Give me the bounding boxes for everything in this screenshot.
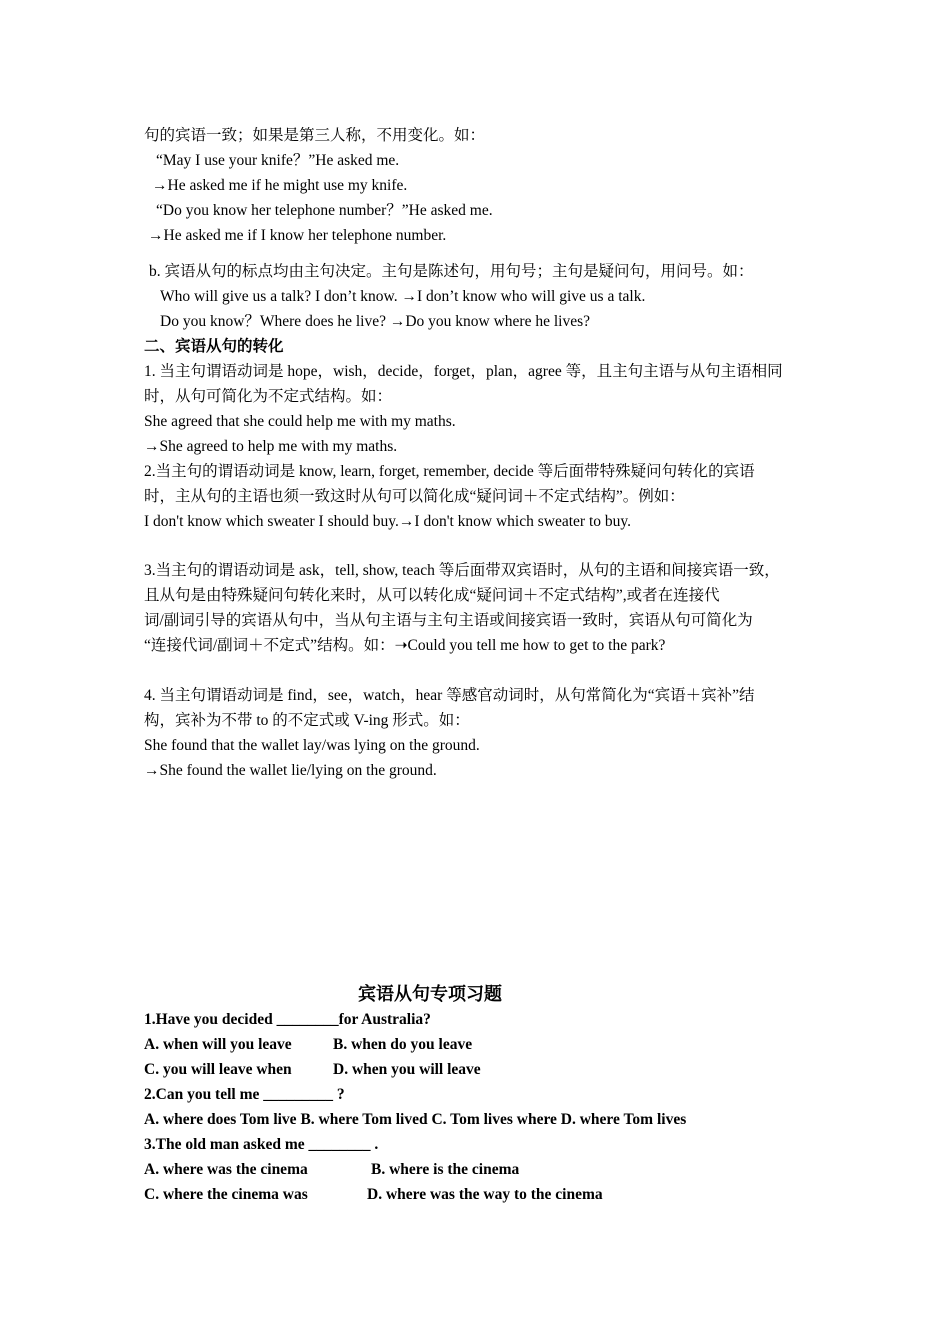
rule-b: b. 宾语从句的标点均由主句决定。主句是陈述句，用句号；主句是疑问句，用问号。如： [149,263,754,280]
option-d: D. when you will leave [333,1061,481,1078]
option-b: B. when do you leave [333,1036,473,1053]
options-row: A. where does Tom live B. where Tom lived C. Tom lives where D. where Tom lives [144,1111,687,1128]
example-line: She agreed that she could help me with my maths. [144,413,456,430]
question-2: 2.Can you tell me _________ ? [144,1086,345,1103]
question-1: 1.Have you decided ________for Australia? [144,1011,431,1028]
example-converted: →She agreed to help me with my maths. [144,438,398,455]
example-quote: “May I use your knife？”He asked me. [156,152,400,169]
rule-1: 1. 当主句谓语动词是 hope，wish，decide，forget，plan，agree 等，且主句主语与从句主语相同 [144,363,783,380]
note-line: 句的宾语一致；如果是第三人称，不用变化。如： [144,127,486,144]
example-converted: →He asked me if he might use my knife. [152,177,408,194]
rule-1: 时，从句可简化为不定式结构。如： [144,388,393,405]
example-quote: “Do you know her telephone number？”He asked me. [156,202,493,219]
rule-3: 3.当主句的谓语动词是 ask，tell, show, teach 等后面带双宾语时，从句的主语和间接宾语一致， [144,562,780,579]
example-converted: →He asked me if I know her telephone number. [148,227,447,244]
rule-3: 且从句是由特殊疑问句转化来时，从可以转化成“疑问词＋不定式结构”,或者在连接代 [144,587,720,604]
section-heading: 二、宾语从句的转化 [144,338,284,355]
rule-4: 构，宾补为不带 to 的不定式或 V-ing 形式。如： [144,712,470,729]
option-a: A. when will you leave [144,1036,292,1053]
example-line: Who will give us a talk? I don’t know. →I don’t know who will give us a talk. [160,288,646,305]
rule-3: 词/副词引导的宾语从句中，当从句主语与主句主语或间接宾语一致时，宾语从句可简化为 [144,612,753,629]
option-c: C. where the cinema was [144,1186,308,1203]
example-line: I don't know which sweater I should buy.→I don't know which sweater to buy. [144,513,632,530]
option-d: D. where was the way to the cinema [367,1186,603,1203]
rule-3: “连接代词/副词＋不定式”结构。如：➝Could you tell me how to get to the park? [144,637,666,654]
option-a: A. where was the cinema [144,1161,308,1178]
example-line: She found that the wallet lay/was lying on the ground. [144,737,480,754]
exercise-title: 宾语从句专项习题 [358,984,502,1004]
rule-2: 时，主从句的主语也须一致这时从句可以简化成“疑问词＋不定式结构”。例如： [144,488,685,505]
option-b: B. where is the cinema [371,1161,520,1178]
rule-4: 4. 当主句谓语动词是 find，see，watch，hear 等感官动词时，从句常简化为“宾语＋宾补”结 [144,687,755,704]
question-3: 3.The old man asked me ________ . [144,1136,379,1153]
example-line: Do you know？Where does he live? →Do you know where he lives? [160,313,591,330]
example-converted: →She found the wallet lie/lying on the ground. [144,762,437,779]
option-c: C. you will leave when [144,1061,292,1078]
rule-2: 2.当主句的谓语动词是 know, learn, forget, remember, decide 等后面带特殊疑问句转化的宾语 [144,463,755,480]
